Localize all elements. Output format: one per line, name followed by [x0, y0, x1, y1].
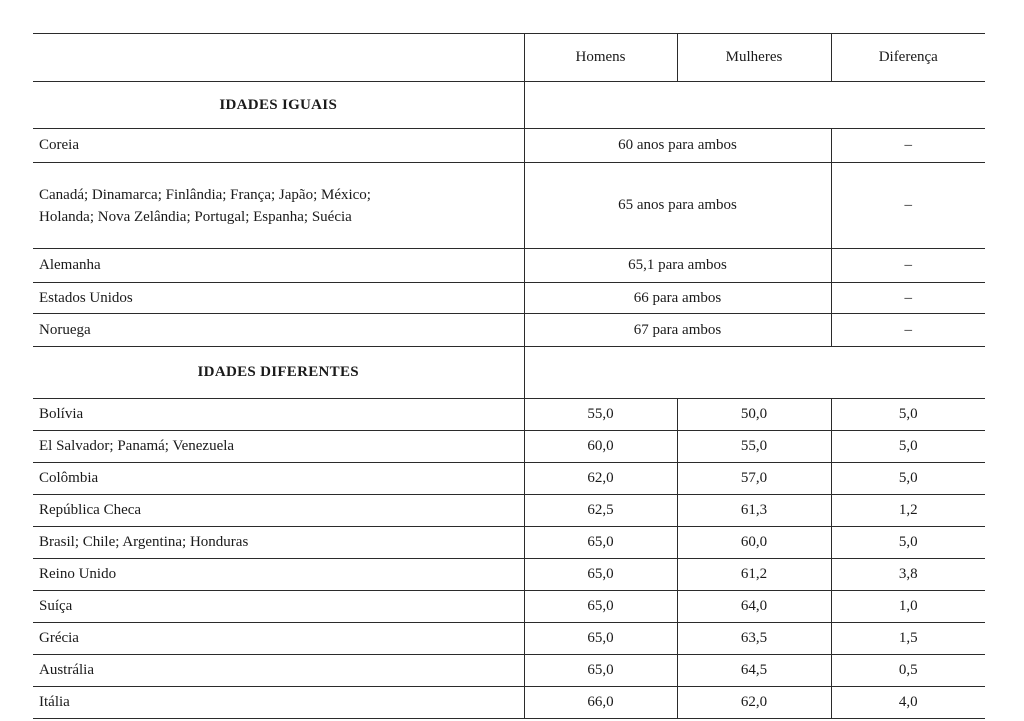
both-value-cell: 60 anos para ambos [524, 129, 831, 163]
country-cell: El Salvador; Panamá; Venezuela [33, 431, 524, 463]
diff-cell: 5,0 [831, 431, 985, 463]
both-value-cell: 65 anos para ambos [524, 163, 831, 249]
table-row [33, 163, 985, 249]
diff-cell: – [831, 129, 985, 163]
diff-cell: – [831, 249, 985, 283]
women-cell: 63,5 [677, 623, 831, 655]
diff-cell: 3,8 [831, 559, 985, 591]
table-row [33, 591, 985, 623]
section-row-different [33, 347, 985, 399]
country-cell: Colômbia [33, 463, 524, 495]
both-value-cell: 67 para ambos [524, 314, 831, 347]
diff-cell: 0,5 [831, 655, 985, 687]
country-line: Canadá; Dinamarca; Finlândia; França; Japão; México; [39, 186, 371, 203]
women-cell: 61,3 [677, 495, 831, 527]
country-cell: Suíça [33, 591, 524, 623]
table-row [33, 463, 985, 495]
table-row [33, 283, 985, 314]
retirement-age-table [33, 33, 985, 719]
country-cell: Brasil; Chile; Argentina; Honduras [33, 527, 524, 559]
table-row [33, 431, 985, 463]
diff-cell: 1,0 [831, 591, 985, 623]
table-row [33, 559, 985, 591]
diff-cell: – [831, 283, 985, 314]
header-diferenca: Diferença [831, 34, 985, 82]
country-cell: Austrália [33, 655, 524, 687]
diff-cell: 4,0 [831, 687, 985, 719]
country-cell: Grécia [33, 623, 524, 655]
women-cell: 61,2 [677, 559, 831, 591]
men-cell: 65,0 [524, 527, 677, 559]
section-title-different: IDADES DIFERENTES [33, 347, 524, 399]
both-value-cell: 65,1 para ambos [524, 249, 831, 283]
men-cell: 62,5 [524, 495, 677, 527]
diff-cell: – [831, 163, 985, 249]
table-row [33, 623, 985, 655]
diff-cell: – [831, 314, 985, 347]
table-row [33, 495, 985, 527]
table-row [33, 314, 985, 347]
women-cell: 62,0 [677, 687, 831, 719]
men-cell: 60,0 [524, 431, 677, 463]
section-blank-equal [524, 82, 985, 129]
men-cell: 62,0 [524, 463, 677, 495]
table-row [33, 655, 985, 687]
men-cell: 65,0 [524, 623, 677, 655]
women-cell: 64,5 [677, 655, 831, 687]
table-row [33, 399, 985, 431]
table-row [33, 129, 985, 163]
table-row [33, 687, 985, 719]
country-cell: Reino Unido [33, 559, 524, 591]
women-cell: 50,0 [677, 399, 831, 431]
header-mulheres: Mulheres [677, 34, 831, 82]
section-blank-different [524, 347, 985, 399]
men-cell: 65,0 [524, 559, 677, 591]
country-cell: Alemanha [33, 249, 524, 283]
section-row-equal [33, 82, 985, 129]
women-cell: 55,0 [677, 431, 831, 463]
men-cell: 65,0 [524, 655, 677, 687]
country-cell: Bolívia [33, 399, 524, 431]
both-value-cell: 66 para ambos [524, 283, 831, 314]
women-cell: 60,0 [677, 527, 831, 559]
table-row [33, 527, 985, 559]
diff-cell: 5,0 [831, 399, 985, 431]
diff-cell: 5,0 [831, 527, 985, 559]
country-cell: Estados Unidos [33, 283, 524, 314]
women-cell: 64,0 [677, 591, 831, 623]
country-cell: Coreia [33, 129, 524, 163]
header-row [33, 34, 985, 82]
section-title-equal: IDADES IGUAIS [33, 82, 524, 129]
country-cell [33, 163, 524, 249]
country-cell: Noruega [33, 314, 524, 347]
country-cell: Itália [33, 687, 524, 719]
diff-cell: 5,0 [831, 463, 985, 495]
men-cell: 65,0 [524, 591, 677, 623]
table-row [33, 249, 985, 283]
country-cell: República Checa [33, 495, 524, 527]
men-cell: 66,0 [524, 687, 677, 719]
women-cell: 57,0 [677, 463, 831, 495]
country-line: Holanda; Nova Zelândia; Portugal; Espanha; Suécia [39, 208, 352, 225]
diff-cell: 1,5 [831, 623, 985, 655]
header-homens: Homens [524, 34, 677, 82]
header-country-blank [33, 34, 524, 82]
diff-cell: 1,2 [831, 495, 985, 527]
men-cell: 55,0 [524, 399, 677, 431]
